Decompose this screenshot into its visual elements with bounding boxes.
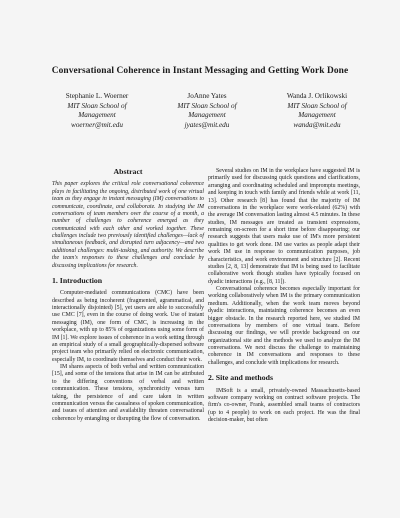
- author-affiliation: Management: [298, 111, 336, 120]
- paragraph: Computer-mediated communications (CMC) have been described as being incoherent (fragmented, agrammatical, and interactionally disjointed) [5], yet users are able to successfully use CMC [7], even in the course of doing work. Use of instant messaging (IM), one form of CMC, is increasing in the workplace, with up to 85% of organizations using some form of IM [1]. We explore issues of coherence in a work setting through an empirical study of a small geographically-dispersed software project team who primarily relied on electronic communication, especially IM, to coordinate themselves and conduct their work.: [52, 290, 204, 363]
- author-3: [262, 92, 372, 130]
- author-2: [152, 92, 262, 130]
- abstract-text: This paper explores the critical role conversational coherence plays in facilitating the ongoing, distributed work of one virtual team as they engage in instant messaging (IM) conversations to communicate, coordinate, and collaborate. In studying the IM conversations of team members over the course of a month, a number of challenges to coherence emerged as they communicated with each other and worked together. These challenges include two previously identified challenges—lack of simultaneous feedback, and disrupted turn adjacency—and two additional challenges: multi-tasking, and authority. We describe the team's responses to these challenges and conclude by discussing implications for research.: [52, 181, 204, 269]
- abstract-heading: Abstract: [113, 167, 143, 176]
- author-1: [42, 92, 152, 130]
- author-affiliation: Management: [188, 111, 226, 120]
- section-heading-site-methods: 2. Site and methods: [208, 373, 273, 383]
- author-affiliation: MIT Sloan School of: [67, 101, 127, 110]
- left-column: [52, 168, 204, 423]
- paragraph: Conversational coherence becomes especially important for working collaboratively when IM is the primary communication medium. Additionally, when the work team moves beyond dyadic interactions, maintaining coherence becomes an even bigger obstacle. In the research reported here, we studied IM conversations by members of one virtual team. Before discussing our findings, we will provide background on our organizational site and the methods we used to analyze the IM conversations. We next discuss the challenge to maintaining coherence in IM conversations and responses to these challenges, and conclude with implications for research.: [208, 286, 360, 366]
- author-block: [42, 92, 372, 130]
- paragraph: IMSoft is a small, privately-owned Massachusetts-based software company working on contract software projects. The firm's co-owner, Frank, assembled small teams of contractors (up to 4 people) to work on each project. He was the final decision-maker, but often: [208, 387, 360, 423]
- paragraph: Several studies on IM in the workplace have suggested IM is primarily used for discussing quick questions and clarifications, arranging and coordinating scheduled and impromptu meetings, and keeping in touch with family and friends while at work [11, 13]. Other research [8] has found that the majority of IM conversations in the workplace were work-related (62%) with the average IM conversation lasting almost 4.5 minutes. In these studies, IM messages are treated as transient expressions, remaining on-screen for a short time before disappearing; our research suggests that users make use of IM's more persistent qualities to get work done. IM use varies as people adapt their work IM use in response to communication purposes, job characteristics, and work environment and structure [2]. Recent studies [2, 8, 13] demonstrate that IM is being used to facilitate collaborative work though studies have typically focused on dyadic interactions (e.g., [8, 11]).: [208, 168, 360, 285]
- section-heading-introduction: 1. Introduction: [52, 275, 103, 285]
- author-email: woerner@mit.edu: [71, 120, 123, 129]
- author-name: Wanda J. Orlikowski: [286, 92, 348, 100]
- author-affiliation: Management: [78, 111, 116, 120]
- author-affiliation: MIT Sloan School of: [177, 101, 237, 110]
- author-affiliation: MIT Sloan School of: [287, 101, 347, 110]
- author-email: wanda@mit.edu: [293, 120, 341, 129]
- author-email: jyates@mit.edu: [184, 120, 230, 129]
- paragraph: IM shares aspects of both verbal and written communication [15], and some of the tensions that arise in IM can be attributed to the differing conventions of verbal and written communication. These tensions, synchronicity versus turn taking, the persistence of and care taken in written communication versus the casualness of spoken communication, and issues of attention and availability threaten conversational coherence by entangling or disrupting the flow of conversation.: [52, 364, 204, 422]
- paper-title: Conversational Coherence in Instant Messaging and Getting Work Done: [51, 66, 349, 76]
- author-name: Stephanie L. Woerner: [65, 92, 129, 100]
- author-name: JoAnne Yates: [187, 92, 227, 100]
- right-column: [208, 168, 360, 424]
